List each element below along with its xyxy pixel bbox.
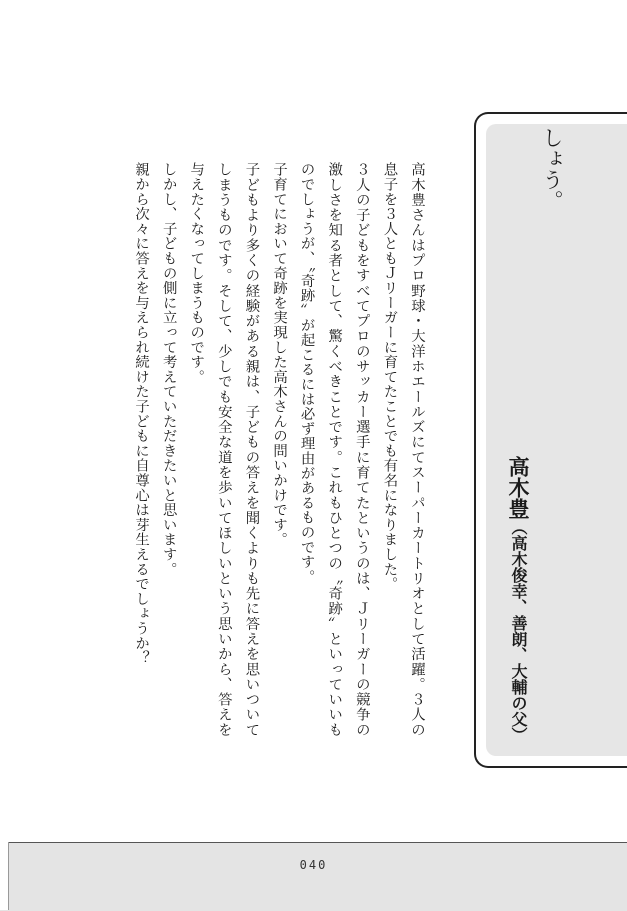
page-number: 040 [299, 858, 328, 872]
paragraph: 高木豊さんはプロ野球・大洋ホエールズにてスーパーカートリオとして活躍。３人の息子を３人ともＪリーガーに育てたことでも有名になりました。 [381, 162, 425, 737]
paragraph: しかし、子どもの側に立って考えていただきたいと思います。 [160, 162, 177, 577]
quote-author [506, 456, 530, 743]
paragraph: 子育てにおいて奇跡を実現した高木さんの問いかけです。 [271, 162, 288, 547]
paragraph: 子どもより多くの経験がある親は、子どもの答えを聞くよりも先に答えを思いついてしまうものです。そして、少しでも安全な道を歩いてほしいという思いから、答えを与えたくなってしまうものです。 [188, 162, 260, 737]
footer-edge [0, 842, 9, 910]
paragraph: 親から次々に答えを与えられ続けた子どもに自尊心は芽生えるでしょうか？ [133, 162, 150, 666]
author-name: 高木豊 [506, 456, 530, 519]
body-text [126, 162, 430, 737]
quote-continuation: しょう。 [540, 127, 564, 211]
page-footer [0, 842, 627, 911]
paragraph: ３人の子どもをすべてプロのサッカー選手に育てたというのは、Ｊリーガーの競争の激しさを知る者として、驚くべきことです。これもひとつの〝奇跡〟といっていいものでしょうが、〝奇跡〟が起こるには必ず理由があるものです。 [298, 162, 370, 737]
author-note: （高木俊幸、善朗、大輔の父） [509, 519, 528, 743]
